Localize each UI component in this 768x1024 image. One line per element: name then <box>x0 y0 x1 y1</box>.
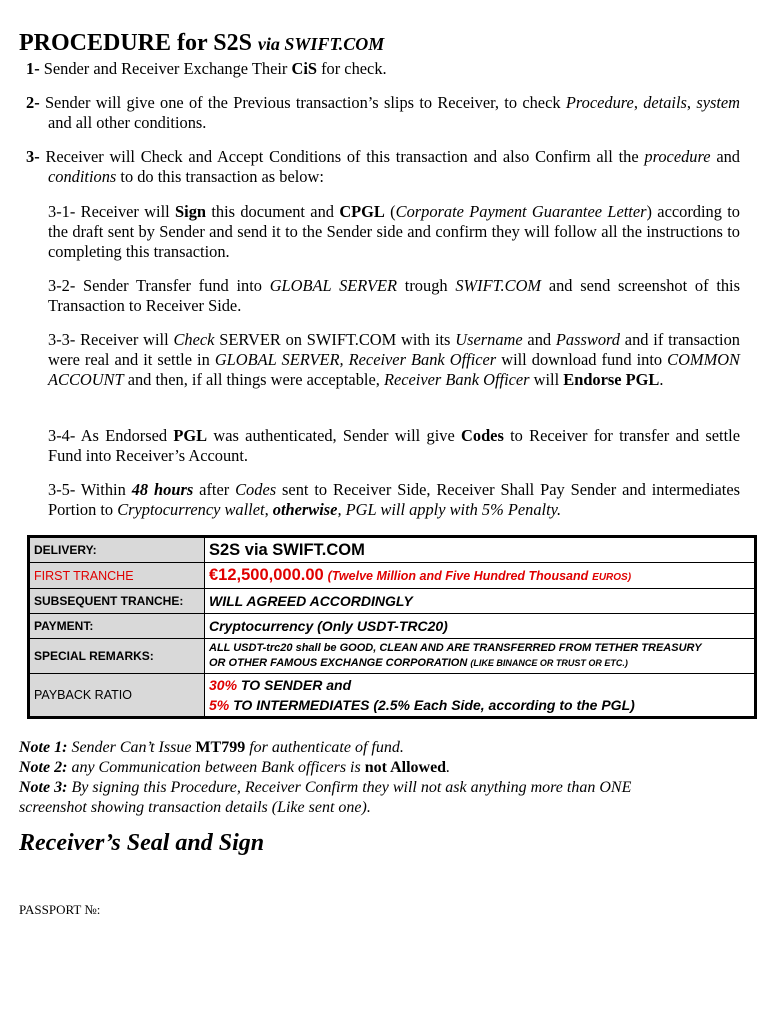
note-2: Note 2: any Communication between Bank officers is not Allowed. <box>19 759 451 776</box>
delivery-value: S2S via SWIFT.COM <box>205 537 756 563</box>
table-row <box>29 589 756 614</box>
table-row <box>29 614 756 639</box>
substep-3-3: 3-3- Receiver will Check SERVER on SWIFT.COM with its Username and Password and if transaction were real and it settle in GLOBAL SERVER, Receiver Bank Officer will download fund into COMMON ACCOUNT and then, if all things were acceptable, Receiver Bank Officer will Endorse PGL. <box>48 330 741 389</box>
first-tranche-amount: €12,500,000.00 <box>209 566 324 584</box>
table-row <box>29 537 756 563</box>
first-tranche-words: (Twelve Million and Five Hundred Thousand <box>327 569 589 583</box>
note-3: Note 3: By signing this Procedure, Receiver Confirm they will not ask anything more than ONE <box>19 779 632 796</box>
substep-3-5: 3-5- Within 48 hours after Codes sent to Receiver Side, Receiver Shall Pay Sender and intermediates Portion to Cryptocurrency wallet, otherwise, PGL will apply with 5% Penalty. <box>48 480 740 519</box>
payment-label: PAYMENT: <box>29 614 205 639</box>
payback-line-1: 30% TO SENDER and <box>209 677 352 693</box>
payback-line-2: 5% TO INTERMEDIATES (2.5% Each Side, according to the PGL) <box>209 697 635 713</box>
note-1: Note 1: Sender Can’t Issue MT799 for authenticate of fund. <box>19 739 404 756</box>
substep-3-1: 3-1- Receiver will Sign this document and CPGL (Corporate Payment Guarantee Letter) according to the draft sent by Sender and send it to the Sender side and confirm they will follow all the instructions to completing this transaction. <box>48 202 740 261</box>
payback-value <box>205 674 756 718</box>
delivery-label: DELIVERY: <box>29 537 205 563</box>
signature-heading: Receiver’s Seal and Sign <box>19 830 265 856</box>
table-row <box>29 639 756 674</box>
subsequent-value: WILL AGREED ACCORDINGLY <box>205 589 756 614</box>
table-row <box>29 563 756 589</box>
payback-label: PAYBACK RATIO <box>29 674 205 718</box>
substep-3-2: 3-2- Sender Transfer fund into GLOBAL SERVER trough SWIFT.COM and send screenshot of this Transaction to Receiver Side. <box>48 276 740 315</box>
remarks-value <box>205 639 756 674</box>
remarks-line-2: OR OTHER FAMOUS EXCHANGE CORPORATION (LIKE BINANCE OR TRUST OR ETC.) <box>209 657 628 669</box>
subsequent-label: SUBSEQUENT TRANCHE: <box>29 589 205 614</box>
passport-label: PASSPORT №: <box>19 902 101 917</box>
remarks-line-1: ALL USDT-trc20 shall be GOOD, CLEAN AND ARE TRANSFERRED FROM TETHER TREASURY <box>209 642 702 654</box>
remarks-label: SPECIAL REMARKS: <box>29 639 205 674</box>
note-3-line-2: screenshot showing transaction details (Like sent one). <box>19 799 371 816</box>
step-3: 3- Receiver will Check and Accept Conditions of this transaction and also Confirm all the procedure and conditions to do this transaction as below: <box>26 147 740 186</box>
first-tranche-label: FIRST TRANCHE <box>29 563 205 589</box>
first-tranche-currency: EUROS) <box>592 572 632 583</box>
title-main: PROCEDURE for S2S <box>19 30 252 56</box>
table-row <box>29 674 756 718</box>
payment-value: Cryptocurrency (Only USDT-TRC20) <box>205 614 756 639</box>
title-via: via SWIFT.COM <box>257 34 385 54</box>
step-1: 1- Sender and Receiver Exchange Their CiS for check. <box>26 59 387 78</box>
step-2: 2- Sender will give one of the Previous transaction’s slips to Receiver, to check Procedure, details, system and all other conditions. <box>26 93 741 132</box>
terms-table <box>27 535 757 719</box>
first-tranche-value <box>205 563 756 589</box>
document-title <box>19 30 384 57</box>
substep-3-4: 3-4- As Endorsed PGL was authenticated, Sender will give Codes to Receiver for transfer and settle Fund into Receiver’s Account. <box>48 426 740 465</box>
